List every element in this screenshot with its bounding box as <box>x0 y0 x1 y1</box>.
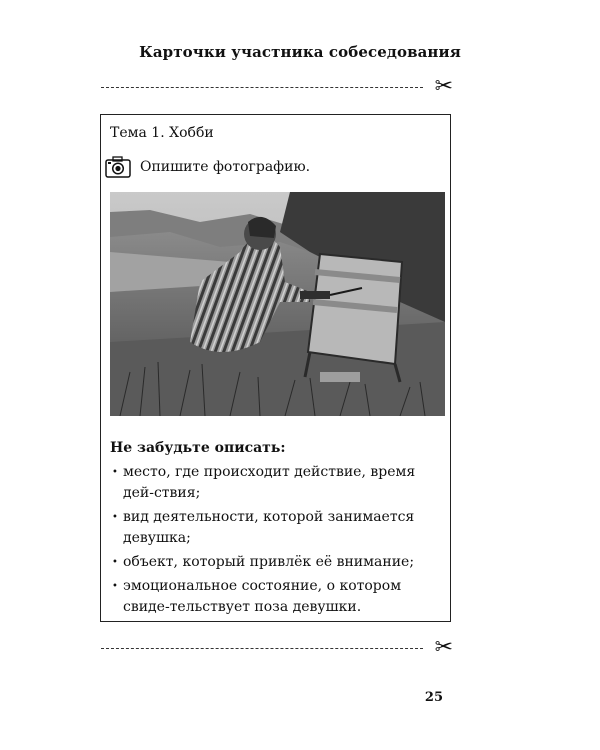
bullet-icon: • <box>112 581 118 592</box>
photo-woman-painting-landscape <box>110 192 445 416</box>
page-number: 25 <box>424 690 443 705</box>
topic-title: Тема 1. Хобби <box>110 125 214 141</box>
bullet-icon: • <box>112 557 118 568</box>
list-item-text: объект, который привлёк её внимание; <box>123 554 415 570</box>
scissors-icon: ✂ <box>434 74 453 99</box>
list-item <box>110 507 430 549</box>
list-item-text: вид деятельности, которой занимается девушка; <box>123 509 415 546</box>
scissors-icon: ✂ <box>434 635 453 660</box>
task-text: Опишите фотографию. <box>140 159 311 175</box>
cut-line-bottom <box>101 635 453 660</box>
bullet-icon: • <box>112 512 118 523</box>
task-row <box>105 156 310 178</box>
dashed-line <box>101 648 423 649</box>
description-bullets <box>110 462 430 621</box>
list-item <box>110 552 430 573</box>
remember-heading: Не забудьте описать: <box>110 440 286 456</box>
interview-card <box>100 114 451 622</box>
camera-icon <box>105 156 131 178</box>
list-item-text: эмоциональное состояние, о котором свиде-тельствует поза девушки. <box>123 578 402 615</box>
page-header-title: Карточки участника собеседования <box>139 43 461 61</box>
list-item <box>110 576 430 618</box>
bullet-icon: • <box>112 467 118 478</box>
dashed-line <box>101 87 423 88</box>
list-item-text: место, где происходит действие, время дей-ствия; <box>123 464 416 501</box>
cut-line-top <box>101 74 453 99</box>
list-item <box>110 462 430 504</box>
